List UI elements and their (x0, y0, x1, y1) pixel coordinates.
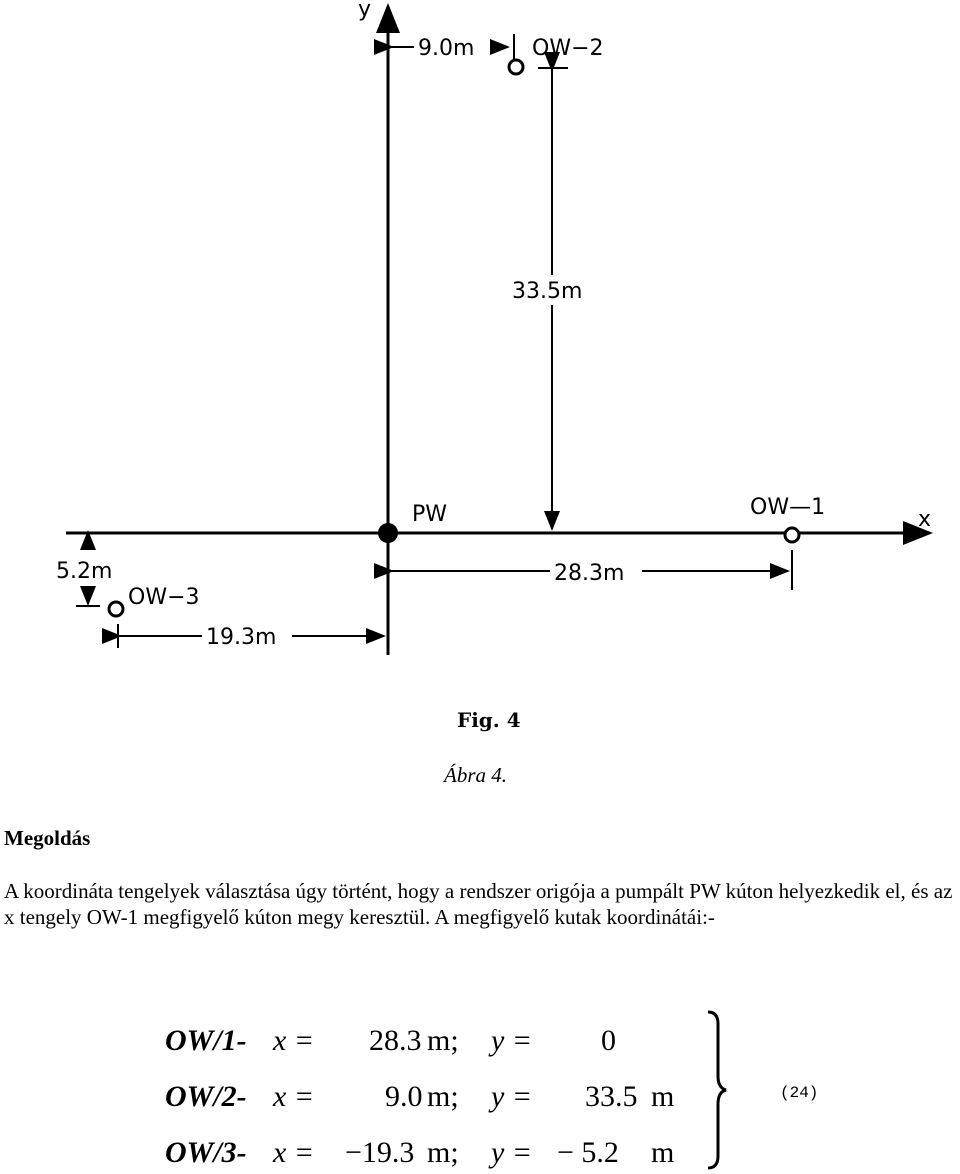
well-pw (378, 523, 398, 543)
eq-y-value: 33.5 (585, 1080, 638, 1113)
equation-row-ow1: OW/1- x = 28.3 m; y = 0 (165, 1024, 616, 1057)
ow1-label: OW—1 (750, 495, 826, 520)
well-ow2 (509, 60, 523, 74)
equation-row-ow3: OW/3- x = −19.3 m; y = − 5.2 m (165, 1136, 675, 1169)
equation-number: (24) (780, 1084, 819, 1102)
eq-y-value: − 5.2 (557, 1136, 619, 1169)
eq-well-name: OW/2- (165, 1080, 247, 1113)
ow2-label: OW−2 (532, 36, 604, 61)
equation-row-ow2: OW/2- x = 9.0 m; y = 33.5 m (165, 1080, 675, 1113)
eq-y-value: 0 (601, 1024, 616, 1057)
well-ow1 (785, 528, 799, 542)
figure-caption: Ábra 4. (444, 763, 507, 787)
figure-title: Fig. 4 (457, 708, 521, 732)
eq-x-value: 28.3 (369, 1024, 422, 1057)
eq-well-name: OW/1- (165, 1024, 247, 1057)
x-axis-label: x (918, 507, 932, 532)
eq-well-name: OW/3- (165, 1136, 247, 1169)
dim-label-33-5m: 33.5m (512, 279, 583, 304)
right-brace (700, 1010, 730, 1170)
pw-label: PW (412, 502, 448, 527)
dim-label-19-3m: 19.3m (206, 625, 277, 650)
section-heading: Megoldás (4, 826, 91, 850)
y-axis-label: y (358, 0, 372, 22)
dim-label-5-2m: 5.2m (56, 559, 113, 584)
well-ow3 (109, 602, 123, 616)
dim-label-28-3m: 28.3m (554, 561, 625, 586)
body-paragraph: A koordináta tengelyek választása úgy történt, hogy a rendszer origója a pumpált PW kúton helyezkedik el, és az x tengely OW-1 megfigyelő kúton megy keresztül. A megfigyelő kutak koordinátái:- (4, 879, 953, 929)
ow3-label: OW−3 (128, 585, 200, 610)
dim-label-9m: 9.0m (418, 36, 475, 61)
eq-x-value: −19.3 (345, 1136, 415, 1169)
eq-x-value: 9.0 (385, 1080, 423, 1113)
